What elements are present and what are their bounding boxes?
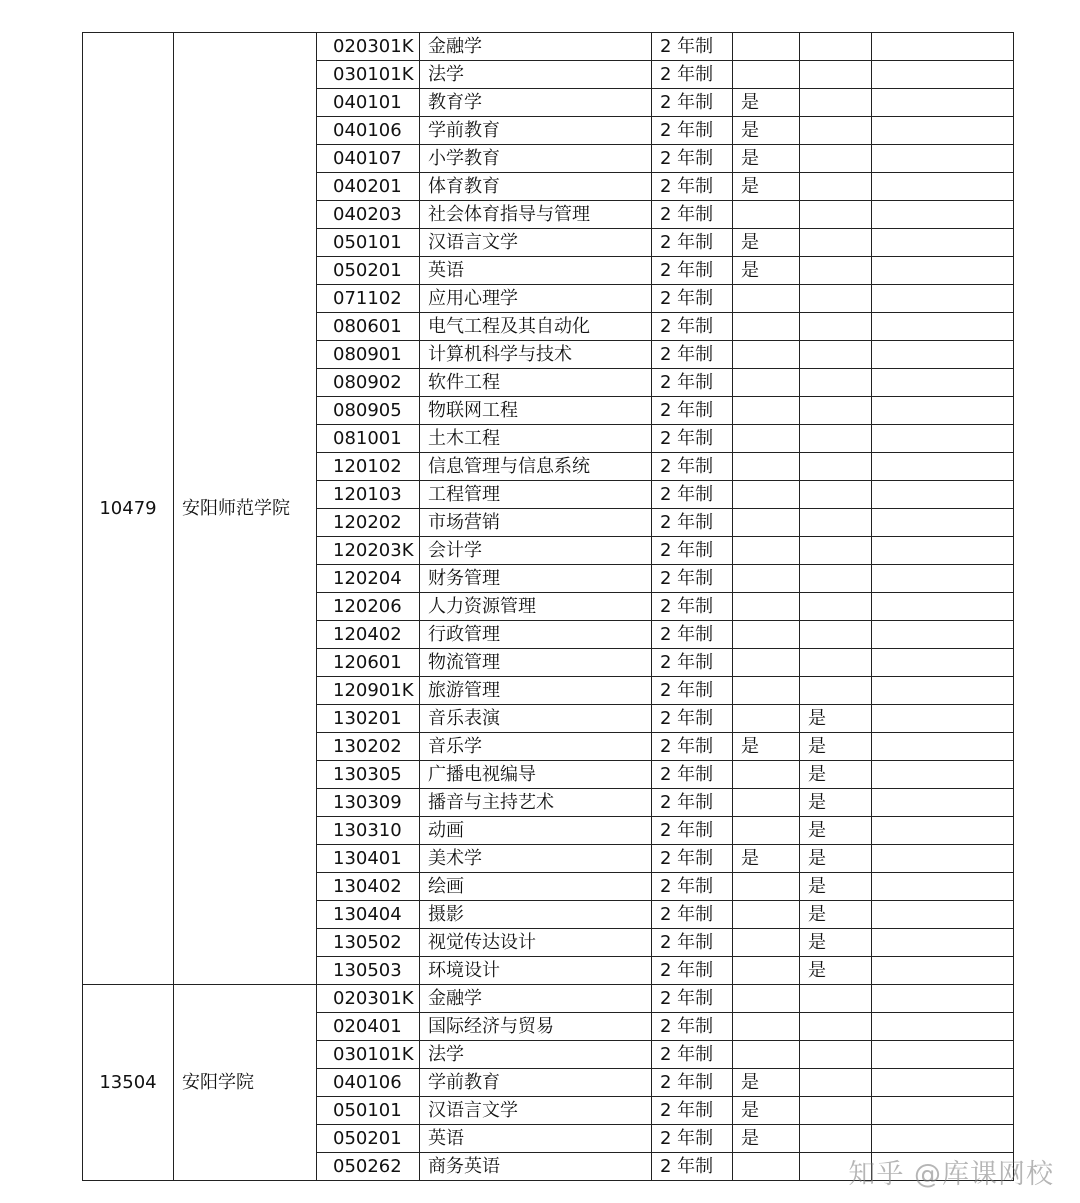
flag-cell-2: 是 xyxy=(800,845,872,873)
flag-cell-1 xyxy=(733,397,800,425)
major-code-cell: 130310 xyxy=(317,817,420,845)
flag-cell-2 xyxy=(800,453,872,481)
major-name-cell: 美术学 xyxy=(420,845,652,873)
flag-cell-2 xyxy=(800,285,872,313)
major-name-cell: 财务管理 xyxy=(420,565,652,593)
major-code-cell: 071102 xyxy=(317,285,420,313)
major-name-cell: 商务英语 xyxy=(420,1153,652,1181)
flag-cell-2 xyxy=(800,61,872,89)
flag-cell-2 xyxy=(800,985,872,1013)
flag-cell-2 xyxy=(800,481,872,509)
study-length-cell: 2 年制 xyxy=(652,201,733,229)
major-name-cell: 摄影 xyxy=(420,901,652,929)
major-name-cell: 英语 xyxy=(420,1125,652,1153)
major-name-cell: 体育教育 xyxy=(420,173,652,201)
major-code-cell: 040107 xyxy=(317,145,420,173)
study-length-cell: 2 年制 xyxy=(652,789,733,817)
major-code-cell: 040106 xyxy=(317,1069,420,1097)
flag-cell-2 xyxy=(800,369,872,397)
study-length-cell: 2 年制 xyxy=(652,229,733,257)
major-name-cell: 电气工程及其自动化 xyxy=(420,313,652,341)
major-name-cell: 音乐学 xyxy=(420,733,652,761)
study-length-cell: 2 年制 xyxy=(652,1069,733,1097)
empty-cell xyxy=(872,901,1014,929)
major-code-cell: 050101 xyxy=(317,1097,420,1125)
empty-cell xyxy=(872,481,1014,509)
flag-cell-1 xyxy=(733,901,800,929)
flag-cell-1 xyxy=(733,789,800,817)
flag-cell-1 xyxy=(733,677,800,705)
major-code-cell: 120103 xyxy=(317,481,420,509)
flag-cell-1: 是 xyxy=(733,845,800,873)
study-length-cell: 2 年制 xyxy=(652,761,733,789)
flag-cell-2 xyxy=(800,537,872,565)
empty-cell xyxy=(872,1097,1014,1125)
flag-cell-2 xyxy=(800,425,872,453)
study-length-cell: 2 年制 xyxy=(652,145,733,173)
major-code-cell: 080601 xyxy=(317,313,420,341)
major-name-cell: 小学教育 xyxy=(420,145,652,173)
flag-cell-1 xyxy=(733,61,800,89)
flag-cell-1 xyxy=(733,649,800,677)
major-name-cell: 动画 xyxy=(420,817,652,845)
flag-cell-2 xyxy=(800,565,872,593)
flag-cell-1: 是 xyxy=(733,173,800,201)
majors-table xyxy=(82,32,1014,1181)
empty-cell xyxy=(872,873,1014,901)
empty-cell xyxy=(872,425,1014,453)
major-name-cell: 金融学 xyxy=(420,33,652,61)
empty-cell xyxy=(872,509,1014,537)
study-length-cell: 2 年制 xyxy=(652,341,733,369)
flag-cell-1 xyxy=(733,957,800,985)
school-code-cell: 13504 xyxy=(83,985,174,1181)
major-code-cell: 130401 xyxy=(317,845,420,873)
flag-cell-2 xyxy=(800,593,872,621)
study-length-cell: 2 年制 xyxy=(652,985,733,1013)
major-name-cell: 物流管理 xyxy=(420,649,652,677)
major-code-cell: 050101 xyxy=(317,229,420,257)
flag-cell-1 xyxy=(733,201,800,229)
empty-cell xyxy=(872,1041,1014,1069)
major-name-cell: 土木工程 xyxy=(420,425,652,453)
study-length-cell: 2 年制 xyxy=(652,313,733,341)
empty-cell xyxy=(872,761,1014,789)
study-length-cell: 2 年制 xyxy=(652,957,733,985)
flag-cell-1 xyxy=(733,873,800,901)
flag-cell-1 xyxy=(733,929,800,957)
study-length-cell: 2 年制 xyxy=(652,61,733,89)
school-name-cell: 安阳学院 xyxy=(174,985,317,1181)
major-code-cell: 050262 xyxy=(317,1153,420,1181)
empty-cell xyxy=(872,341,1014,369)
major-code-cell: 130402 xyxy=(317,873,420,901)
major-name-cell: 应用心理学 xyxy=(420,285,652,313)
empty-cell xyxy=(872,649,1014,677)
major-code-cell: 080905 xyxy=(317,397,420,425)
study-length-cell: 2 年制 xyxy=(652,621,733,649)
flag-cell-2 xyxy=(800,229,872,257)
flag-cell-2 xyxy=(800,257,872,285)
flag-cell-1 xyxy=(733,817,800,845)
study-length-cell: 2 年制 xyxy=(652,1125,733,1153)
major-name-cell: 汉语言文学 xyxy=(420,1097,652,1125)
flag-cell-2 xyxy=(800,173,872,201)
flag-cell-1 xyxy=(733,621,800,649)
flag-cell-1 xyxy=(733,1041,800,1069)
study-length-cell: 2 年制 xyxy=(652,929,733,957)
flag-cell-2 xyxy=(800,1013,872,1041)
major-name-cell: 环境设计 xyxy=(420,957,652,985)
flag-cell-1: 是 xyxy=(733,1097,800,1125)
major-name-cell: 行政管理 xyxy=(420,621,652,649)
study-length-cell: 2 年制 xyxy=(652,705,733,733)
major-code-cell: 080901 xyxy=(317,341,420,369)
flag-cell-1 xyxy=(733,341,800,369)
flag-cell-1: 是 xyxy=(733,229,800,257)
school-code-cell: 10479 xyxy=(83,33,174,985)
flag-cell-1 xyxy=(733,985,800,1013)
flag-cell-1 xyxy=(733,1153,800,1181)
study-length-cell: 2 年制 xyxy=(652,1013,733,1041)
flag-cell-1: 是 xyxy=(733,1069,800,1097)
major-code-cell: 130404 xyxy=(317,901,420,929)
flag-cell-1 xyxy=(733,537,800,565)
flag-cell-2: 是 xyxy=(800,873,872,901)
flag-cell-1 xyxy=(733,313,800,341)
major-code-cell: 020401 xyxy=(317,1013,420,1041)
major-code-cell: 120402 xyxy=(317,621,420,649)
major-code-cell: 040203 xyxy=(317,201,420,229)
flag-cell-1 xyxy=(733,285,800,313)
school-name-cell: 安阳师范学院 xyxy=(174,33,317,985)
flag-cell-2 xyxy=(800,33,872,61)
empty-cell xyxy=(872,1125,1014,1153)
empty-cell xyxy=(872,537,1014,565)
table-row xyxy=(83,985,1014,1013)
major-code-cell: 120202 xyxy=(317,509,420,537)
major-code-cell: 080902 xyxy=(317,369,420,397)
empty-cell xyxy=(872,621,1014,649)
flag-cell-2: 是 xyxy=(800,957,872,985)
study-length-cell: 2 年制 xyxy=(652,649,733,677)
study-length-cell: 2 年制 xyxy=(652,817,733,845)
major-name-cell: 金融学 xyxy=(420,985,652,1013)
study-length-cell: 2 年制 xyxy=(652,565,733,593)
major-code-cell: 120204 xyxy=(317,565,420,593)
major-name-cell: 学前教育 xyxy=(420,117,652,145)
major-name-cell: 国际经济与贸易 xyxy=(420,1013,652,1041)
major-name-cell: 广播电视编导 xyxy=(420,761,652,789)
major-code-cell: 130309 xyxy=(317,789,420,817)
major-name-cell: 音乐表演 xyxy=(420,705,652,733)
study-length-cell: 2 年制 xyxy=(652,425,733,453)
major-name-cell: 学前教育 xyxy=(420,1069,652,1097)
major-code-cell: 020301K xyxy=(317,33,420,61)
empty-cell xyxy=(872,61,1014,89)
study-length-cell: 2 年制 xyxy=(652,845,733,873)
flag-cell-2 xyxy=(800,89,872,117)
major-name-cell: 视觉传达设计 xyxy=(420,929,652,957)
flag-cell-2: 是 xyxy=(800,705,872,733)
major-code-cell: 120901K xyxy=(317,677,420,705)
flag-cell-1: 是 xyxy=(733,117,800,145)
study-length-cell: 2 年制 xyxy=(652,33,733,61)
empty-cell xyxy=(872,229,1014,257)
empty-cell xyxy=(872,817,1014,845)
empty-cell xyxy=(872,33,1014,61)
flag-cell-1 xyxy=(733,565,800,593)
flag-cell-2 xyxy=(800,1125,872,1153)
study-length-cell: 2 年制 xyxy=(652,509,733,537)
study-length-cell: 2 年制 xyxy=(652,901,733,929)
major-code-cell: 040106 xyxy=(317,117,420,145)
empty-cell xyxy=(872,89,1014,117)
flag-cell-2: 是 xyxy=(800,817,872,845)
flag-cell-1 xyxy=(733,761,800,789)
major-name-cell: 旅游管理 xyxy=(420,677,652,705)
empty-cell xyxy=(872,1069,1014,1097)
flag-cell-1: 是 xyxy=(733,89,800,117)
empty-cell xyxy=(872,369,1014,397)
major-name-cell: 法学 xyxy=(420,1041,652,1069)
study-length-cell: 2 年制 xyxy=(652,593,733,621)
empty-cell xyxy=(872,593,1014,621)
study-length-cell: 2 年制 xyxy=(652,677,733,705)
flag-cell-1 xyxy=(733,481,800,509)
major-name-cell: 社会体育指导与管理 xyxy=(420,201,652,229)
major-name-cell: 工程管理 xyxy=(420,481,652,509)
major-code-cell: 120206 xyxy=(317,593,420,621)
flag-cell-1 xyxy=(733,33,800,61)
study-length-cell: 2 年制 xyxy=(652,369,733,397)
major-code-cell: 130201 xyxy=(317,705,420,733)
major-name-cell: 市场营销 xyxy=(420,509,652,537)
empty-cell xyxy=(872,677,1014,705)
flag-cell-2: 是 xyxy=(800,733,872,761)
empty-cell xyxy=(872,285,1014,313)
major-code-cell: 050201 xyxy=(317,257,420,285)
flag-cell-1: 是 xyxy=(733,257,800,285)
flag-cell-2: 是 xyxy=(800,929,872,957)
major-name-cell: 绘画 xyxy=(420,873,652,901)
major-code-cell: 120102 xyxy=(317,453,420,481)
study-length-cell: 2 年制 xyxy=(652,733,733,761)
major-name-cell: 播音与主持艺术 xyxy=(420,789,652,817)
flag-cell-2 xyxy=(800,201,872,229)
major-name-cell: 会计学 xyxy=(420,537,652,565)
empty-cell xyxy=(872,565,1014,593)
empty-cell xyxy=(872,985,1014,1013)
flag-cell-2 xyxy=(800,313,872,341)
empty-cell xyxy=(872,1013,1014,1041)
study-length-cell: 2 年制 xyxy=(652,117,733,145)
major-code-cell: 130305 xyxy=(317,761,420,789)
empty-cell xyxy=(872,173,1014,201)
flag-cell-2 xyxy=(800,117,872,145)
watermark: 知乎 @库课网校 xyxy=(848,1159,1054,1190)
major-name-cell: 教育学 xyxy=(420,89,652,117)
flag-cell-2 xyxy=(800,621,872,649)
study-length-cell: 2 年制 xyxy=(652,1097,733,1125)
flag-cell-1 xyxy=(733,1013,800,1041)
flag-cell-1 xyxy=(733,425,800,453)
major-name-cell: 软件工程 xyxy=(420,369,652,397)
flag-cell-2 xyxy=(800,677,872,705)
flag-cell-1 xyxy=(733,369,800,397)
flag-cell-2 xyxy=(800,509,872,537)
empty-cell xyxy=(872,313,1014,341)
empty-cell xyxy=(872,929,1014,957)
major-code-cell: 130502 xyxy=(317,929,420,957)
major-code-cell: 030101K xyxy=(317,61,420,89)
major-name-cell: 计算机科学与技术 xyxy=(420,341,652,369)
study-length-cell: 2 年制 xyxy=(652,873,733,901)
empty-cell xyxy=(872,845,1014,873)
study-length-cell: 2 年制 xyxy=(652,1153,733,1181)
empty-cell xyxy=(872,397,1014,425)
study-length-cell: 2 年制 xyxy=(652,537,733,565)
major-name-cell: 法学 xyxy=(420,61,652,89)
major-code-cell: 081001 xyxy=(317,425,420,453)
flag-cell-1: 是 xyxy=(733,145,800,173)
table-row xyxy=(83,33,1014,61)
empty-cell xyxy=(872,145,1014,173)
flag-cell-2 xyxy=(800,649,872,677)
flag-cell-1 xyxy=(733,453,800,481)
major-name-cell: 物联网工程 xyxy=(420,397,652,425)
major-code-cell: 130503 xyxy=(317,957,420,985)
flag-cell-2 xyxy=(800,1097,872,1125)
major-code-cell: 050201 xyxy=(317,1125,420,1153)
major-code-cell: 120601 xyxy=(317,649,420,677)
major-code-cell: 130202 xyxy=(317,733,420,761)
major-name-cell: 汉语言文学 xyxy=(420,229,652,257)
flag-cell-2: 是 xyxy=(800,789,872,817)
flag-cell-1: 是 xyxy=(733,733,800,761)
major-code-cell: 030101K xyxy=(317,1041,420,1069)
majors-table-body xyxy=(83,33,1014,1181)
flag-cell-2 xyxy=(800,145,872,173)
empty-cell xyxy=(872,705,1014,733)
flag-cell-1 xyxy=(733,509,800,537)
study-length-cell: 2 年制 xyxy=(652,257,733,285)
flag-cell-1 xyxy=(733,705,800,733)
flag-cell-2 xyxy=(800,397,872,425)
major-name-cell: 信息管理与信息系统 xyxy=(420,453,652,481)
empty-cell xyxy=(872,733,1014,761)
empty-cell xyxy=(872,789,1014,817)
study-length-cell: 2 年制 xyxy=(652,1041,733,1069)
major-code-cell: 020301K xyxy=(317,985,420,1013)
empty-cell xyxy=(872,453,1014,481)
major-name-cell: 英语 xyxy=(420,257,652,285)
flag-cell-2 xyxy=(800,1069,872,1097)
study-length-cell: 2 年制 xyxy=(652,453,733,481)
major-code-cell: 040201 xyxy=(317,173,420,201)
flag-cell-2: 是 xyxy=(800,761,872,789)
study-length-cell: 2 年制 xyxy=(652,397,733,425)
study-length-cell: 2 年制 xyxy=(652,89,733,117)
flag-cell-1: 是 xyxy=(733,1125,800,1153)
major-name-cell: 人力资源管理 xyxy=(420,593,652,621)
major-code-cell: 120203K xyxy=(317,537,420,565)
study-length-cell: 2 年制 xyxy=(652,285,733,313)
empty-cell xyxy=(872,201,1014,229)
empty-cell xyxy=(872,257,1014,285)
empty-cell xyxy=(872,957,1014,985)
flag-cell-2 xyxy=(800,1041,872,1069)
major-code-cell: 040101 xyxy=(317,89,420,117)
flag-cell-2 xyxy=(800,341,872,369)
flag-cell-2: 是 xyxy=(800,901,872,929)
study-length-cell: 2 年制 xyxy=(652,481,733,509)
study-length-cell: 2 年制 xyxy=(652,173,733,201)
empty-cell xyxy=(872,117,1014,145)
flag-cell-1 xyxy=(733,593,800,621)
